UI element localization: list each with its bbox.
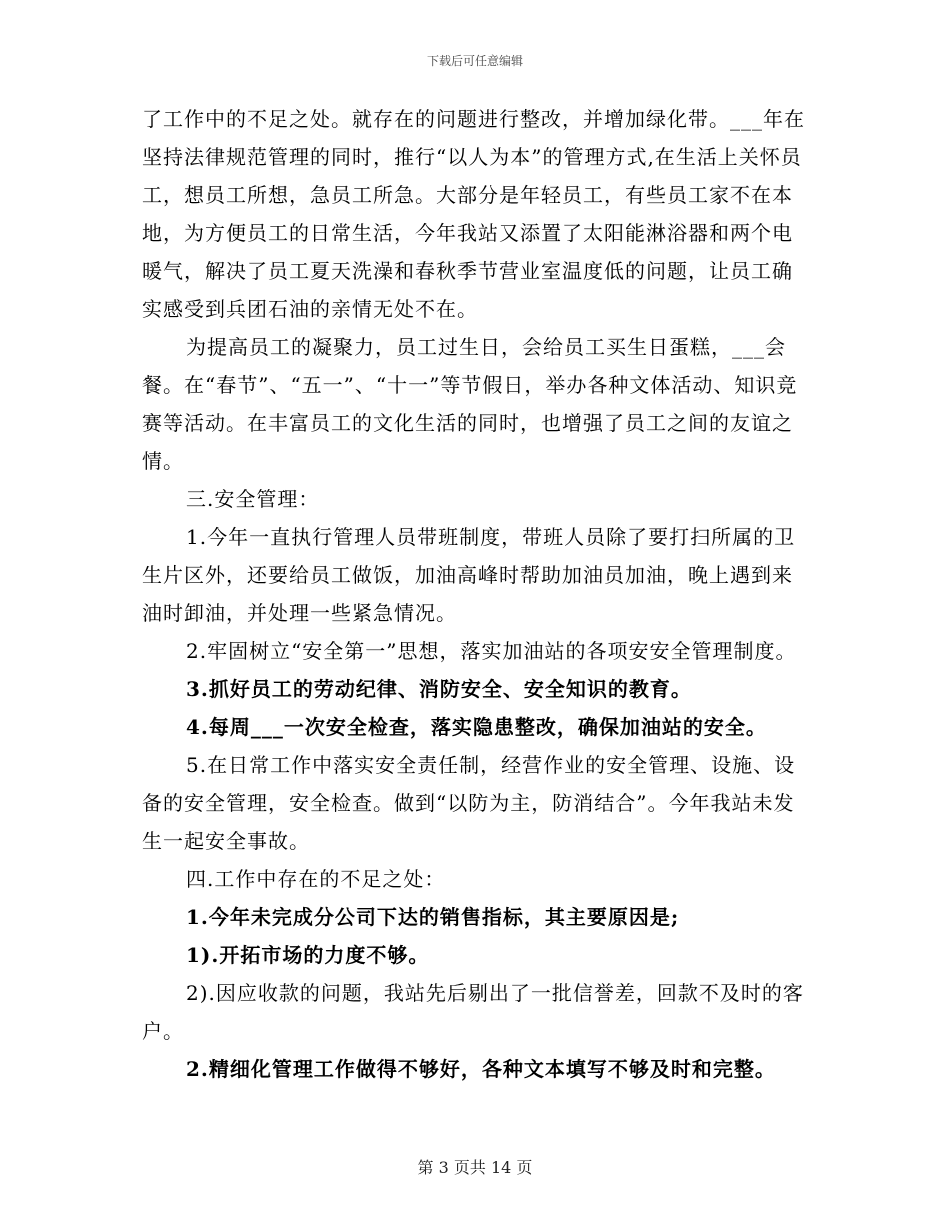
section-heading: 四.工作中存在的不足之处： xyxy=(186,867,446,891)
list-item: 1.今年一直执行管理人员带班制度，带班人员除了要打扫所属的卫生片区外，还要给员工做饭，加油高峰时帮助加油员加油，晚上遇到来油时卸油，并处理一些紧急情况。 xyxy=(142,525,796,625)
list-item: 5.在日常工作中落实安全责任制，经营作业的安全管理、设施、设备的安全管理，安全检查。做到“以防为主，防消结合”。今年我站未发生一起安全事故。 xyxy=(142,753,796,853)
document-body xyxy=(142,100,810,1088)
list-item: 1.今年未完成分公司下达的销售指标，其主要原因是; xyxy=(186,905,680,929)
list-item: 2).因应收款的问题，我站先后剔出了一批信誉差，回款不及时的客户。 xyxy=(142,981,804,1043)
paragraph: 了工作中的不足之处。就存在的问题进行整改，并增加绿化带。___年在坚持法律规范管理的同时，推行“以人为本”的管理方式,在生活上关怀员工，想员工所想，急员工所急。大部分是年轻员工，有些员工家不在本地，为方便员工的日常生活，今年我站又添置了太阳能淋浴器和两个电暖气，解决了员工夏天洗澡和春秋季节营业室温度低的问题，让员工确实感受到兵团石油的亲情无处不在。 xyxy=(142,107,805,321)
list-item: 2.牢固树立“安全第一”思想，落实加油站的各项安安全管理制度。 xyxy=(186,639,797,663)
list-item: 4.每周___一次安全检查，落实隐患整改，确保加油站的安全。 xyxy=(186,715,767,739)
page-header: 下载后可任意编辑 xyxy=(426,54,523,68)
paragraph: 为提高员工的凝聚力，员工过生日，会给员工买生日蛋糕，___会餐。在“春节”、“五一”、“十一”等节假日，举办各种文体活动、知识竞赛等活动。在丰富员工的文化生活的同时，也增强了员工之间的友谊之情。 xyxy=(142,335,798,473)
page-footer: 第 3 页共 14 页 xyxy=(417,1158,533,1177)
section-heading: 三.安全管理： xyxy=(186,487,320,511)
list-item: 3.抓好员工的劳动纪律、消防安全、安全知识的教育。 xyxy=(186,677,692,701)
list-item: 1).开拓市场的力度不够。 xyxy=(186,943,430,967)
list-item: 2.精细化管理工作做得不够好，各种文本填写不够及时和完整。 xyxy=(186,1057,776,1081)
